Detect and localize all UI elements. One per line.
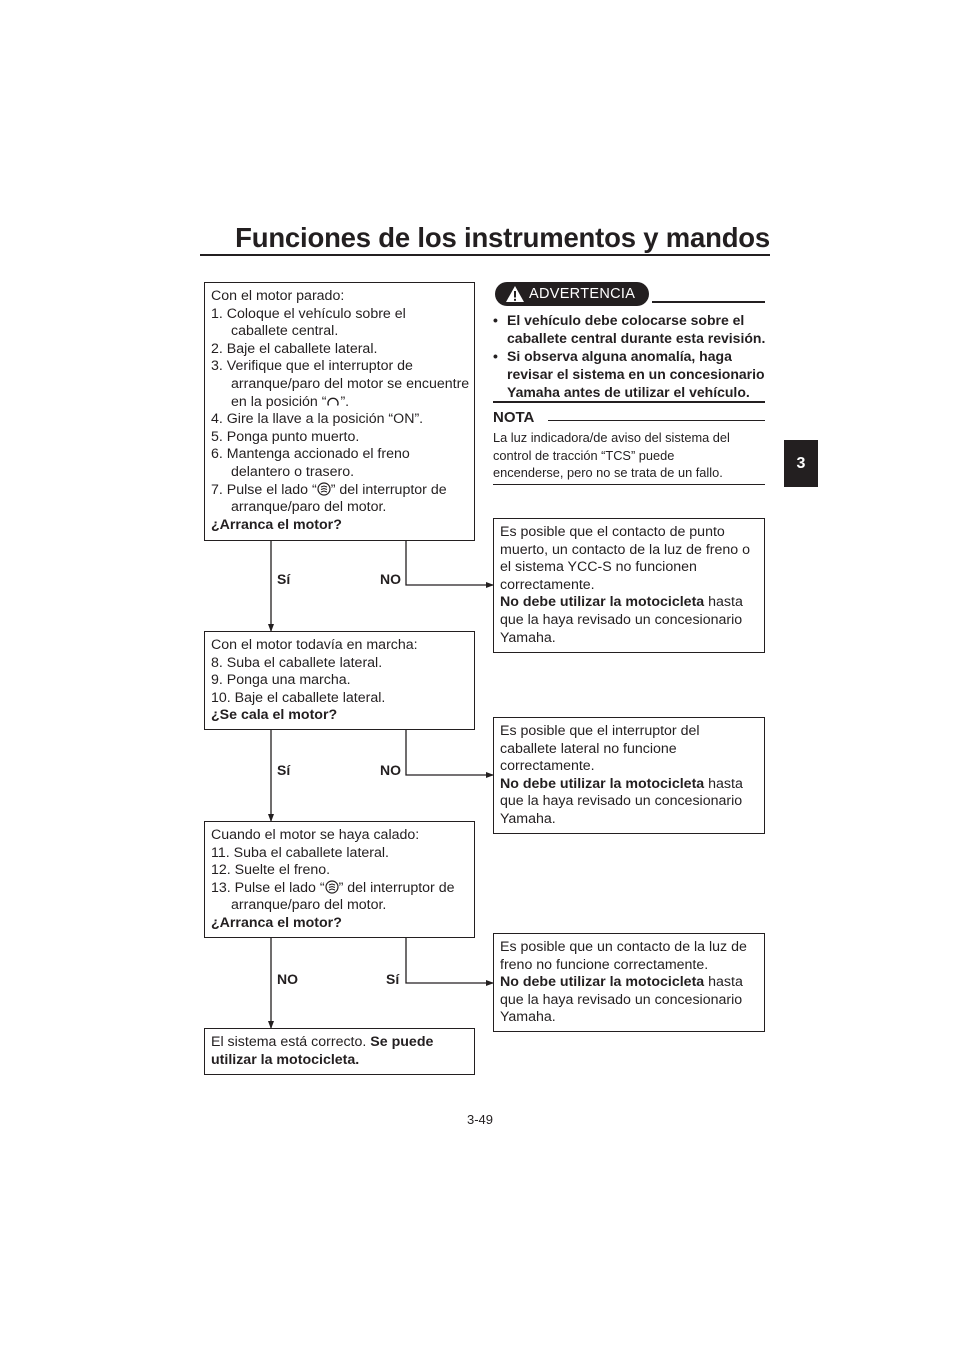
rbox3-line: que la haya revisado un concesionario bbox=[500, 991, 743, 1008]
warning-label: ADVERTENCIA bbox=[529, 286, 636, 302]
rbox1-line: el sistema YCC-S no funcionen bbox=[500, 559, 697, 576]
rbox1-line: Es posible que el contacto de punto bbox=[500, 524, 725, 540]
edge-label-yes: Sí bbox=[277, 762, 291, 778]
diagnosis-box-2 bbox=[493, 717, 765, 834]
arrow-box1-to-rbox1 bbox=[406, 540, 493, 585]
flow-box-step3 bbox=[204, 821, 475, 938]
box1-line: arranque/paro del motor. bbox=[231, 499, 387, 516]
box2-line: 9. Ponga una marcha. bbox=[211, 672, 351, 689]
rbox1-warning: No debe utilizar la motocicleta bbox=[500, 594, 705, 611]
box3-line: 12. Suelte el freno. bbox=[211, 862, 331, 879]
edge-label-no: NO bbox=[380, 571, 401, 587]
nota-rule bbox=[548, 420, 765, 421]
box2-line: 10. Baje el caballete lateral. bbox=[211, 689, 386, 706]
bullet-icon: • bbox=[493, 312, 498, 328]
box1-line: delantero o trasero. bbox=[231, 463, 355, 480]
box2-line: 8. Suba el caballete lateral. bbox=[211, 654, 383, 671]
nota-label: NOTA bbox=[493, 409, 535, 426]
arrow-box3-to-rbox3 bbox=[406, 938, 493, 983]
warning-bottom-rule bbox=[493, 401, 765, 403]
edge-label-no: NO bbox=[380, 762, 401, 778]
rbox3-line: Yamaha. bbox=[500, 1009, 556, 1026]
result-text: El sistema está correcto. bbox=[211, 1034, 367, 1050]
page-number: 3-49 bbox=[466, 1112, 494, 1127]
warning-body bbox=[493, 311, 768, 401]
warning-line: revisar el sistema en un concesionario bbox=[507, 366, 765, 382]
rbox1-line: que la haya revisado un concesionario bbox=[500, 611, 743, 628]
box1-line-symbol: en la posición “ ”. bbox=[231, 393, 350, 410]
box2-line: Con el motor todavía en marcha: bbox=[211, 637, 418, 653]
box1-line-symbol: 7. Pulse el lado “ ” del interruptor de bbox=[211, 481, 447, 498]
rbox2-line: que la haya revisado un concesionario bbox=[500, 793, 743, 810]
page-title: Funciones de los instrumentos y mandos bbox=[235, 222, 770, 253]
warning-triangle-icon bbox=[505, 285, 525, 303]
warning-rule bbox=[652, 301, 765, 303]
warning-line: caballete central durante esta revisión. bbox=[507, 330, 766, 346]
rbox2-line: hasta bbox=[704, 775, 743, 792]
start-switch-icon bbox=[325, 880, 339, 894]
rbox3-line: hasta bbox=[704, 974, 743, 991]
box1-line: caballete central. bbox=[231, 323, 339, 340]
box3-line: 11. Suba el caballete lateral. bbox=[211, 844, 389, 861]
box3-line: Cuando el motor se haya calado: bbox=[211, 827, 420, 843]
box1-line: 4. Gire la llave a la posición “ON”. bbox=[211, 411, 424, 428]
box1-line: 3. Verifique que el interruptor de bbox=[211, 358, 413, 375]
engine-run-icon bbox=[326, 395, 340, 408]
chapter-tab: 3 bbox=[784, 440, 818, 487]
rbox2-line: correctamente. bbox=[500, 758, 595, 775]
box1-line: 2. Baje el caballete lateral. bbox=[211, 340, 378, 357]
nota-line: control de tracción “TCS” puede bbox=[493, 447, 675, 463]
diagnosis-box-3 bbox=[493, 933, 765, 1032]
warning-header bbox=[495, 282, 649, 306]
result-bold: utilizar la motocicleta. bbox=[211, 1051, 360, 1068]
box1-line: 1. Coloque el vehículo sobre el bbox=[211, 305, 406, 322]
rbox2-line: Es posible que el interruptor del bbox=[500, 723, 700, 739]
box3-line-symbol: 13. Pulse el lado “ ” del interruptor de bbox=[211, 879, 455, 896]
flow-box-step1 bbox=[204, 282, 475, 541]
box3-question: ¿Arranca el motor? bbox=[211, 914, 342, 931]
box2-question: ¿Se cala el motor? bbox=[211, 707, 338, 724]
warning-line: El vehículo debe colocarse sobre el bbox=[507, 312, 745, 328]
rbox2-line: Yamaha. bbox=[500, 810, 556, 827]
warning-line: Yamaha antes de utilizar el vehículo. bbox=[507, 384, 750, 400]
warning-item bbox=[493, 347, 768, 401]
edge-label-no: NO bbox=[277, 971, 298, 987]
arrow-box2-to-rbox2 bbox=[406, 730, 493, 775]
nota-line: La luz indicadora/de aviso del sistema del bbox=[493, 430, 730, 445]
flow-box-result bbox=[204, 1028, 475, 1075]
warning-item bbox=[493, 311, 768, 347]
box1-line: Con el motor parado: bbox=[211, 288, 345, 304]
rbox3-warning: No debe utilizar la motocicleta bbox=[500, 974, 705, 991]
diagnosis-box-1 bbox=[493, 518, 765, 653]
rbox1-line: correctamente. bbox=[500, 576, 595, 593]
bullet-icon: • bbox=[493, 348, 498, 364]
rbox1-line: hasta bbox=[704, 594, 743, 611]
warning-line: Si observa alguna anomalía, haga bbox=[507, 348, 732, 364]
box3-line: arranque/paro del motor. bbox=[231, 897, 387, 914]
flow-box-step2 bbox=[204, 631, 475, 730]
nota-line: encenderse, pero no se trata de un fallo. bbox=[493, 465, 723, 481]
rbox2-warning: No debe utilizar la motocicleta bbox=[500, 775, 705, 792]
rbox3-line: freno no funcione correctamente. bbox=[500, 956, 709, 973]
rbox2-line: caballete lateral no funcione bbox=[500, 740, 677, 757]
result-bold: Se puede bbox=[370, 1034, 434, 1050]
edge-label-yes: Sí bbox=[277, 571, 291, 587]
box1-question: ¿Arranca el motor? bbox=[211, 516, 342, 533]
start-switch-icon bbox=[317, 482, 331, 496]
rbox1-line: muerto, un contacto de la luz de freno o bbox=[500, 541, 751, 558]
rbox1-line: Yamaha. bbox=[500, 629, 556, 646]
nota-bottom-rule bbox=[493, 484, 765, 485]
box1-line: 6. Mantenga accionado el freno bbox=[211, 446, 410, 463]
edge-label-yes: Sí bbox=[386, 971, 400, 987]
box1-line: arranque/paro del motor se encuentre bbox=[231, 375, 470, 392]
nota-body bbox=[493, 429, 768, 482]
box1-line: 5. Ponga punto muerto. bbox=[211, 428, 360, 445]
rbox3-line: Es posible que un contacto de la luz de bbox=[500, 939, 747, 955]
